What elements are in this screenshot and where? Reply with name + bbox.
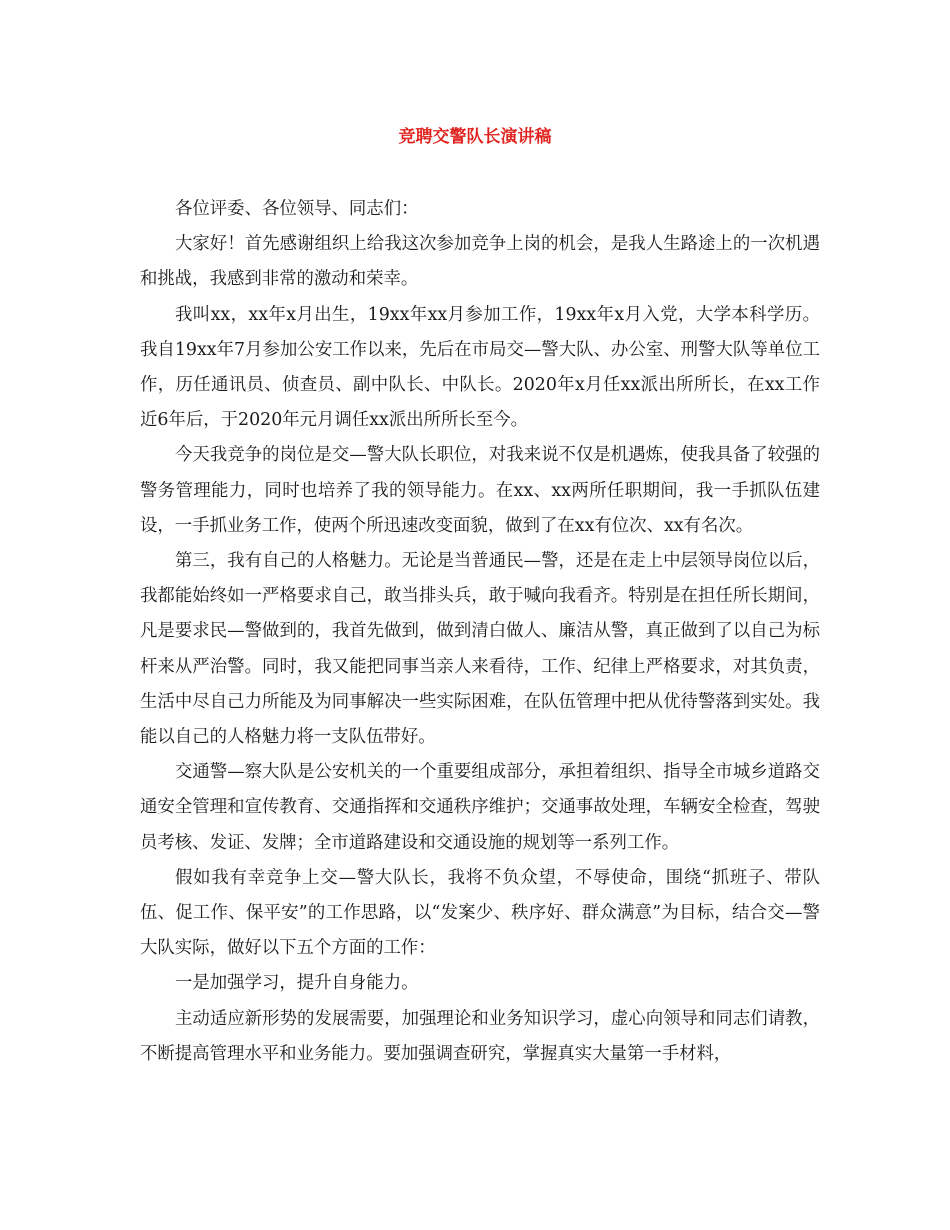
paragraph-traffic-brigade: 交通警—察大队是公安机关的一个重要组成部分，承担着组织、指导全市城乡道路交通安全管理和宣传教育、交通指挥和交通秩序维护；交通事故处理，车辆安全检查，驾驶员考核、发证、发牌；全市道路建设和交通设施的规划等一系列工作。 <box>140 762 820 853</box>
paragraph-personal-charm: 第三，我有自己的人格魅力。无论是当普通民—警，还是在走上中层领导岗位以后，我都能始终如一严格要求自己，敢当排头兵，敢于喊向我看齐。特别是在担任所长期间，凡是要求民—警做到的，我首先做到，做到清白做人、廉洁从警，真正做到了以自己为标杆来从严治警。同时，我又能把同事当亲人来看待，工作、纪律上严格要求，对其负责，生活中尽自己力所能及为同事解决一些实际困难，在队伍管理中把从优待警落到实处。我能以自己的人格魅力将一支队伍带好。 <box>140 551 820 748</box>
paragraph-greeting: 大家好！首先感谢组织上给我这次参加竞争上岗的机会，是我人生路途上的一次机遇和挑战，我感到非常的激动和荣幸。 <box>140 234 820 290</box>
paragraph-point-one: 一是加强学习，提升自身能力。 <box>175 973 419 994</box>
paragraph-position: 今天我竞争的岗位是交—警大队长职位，对我来说不仅是机遇炼，使我具备了较强的警务管理能力，同时也培养了我的领导能力。在xx、xx两所任职期间，我一手抓队伍建设，一手抓业务工作，使两个所迅速改变面貌，做到了在xx有位次、xx有名次。 <box>140 445 820 536</box>
paragraph-self-introduction: 我叫xx，xx年x月出生，19xx年xx月参加工作，19xx年x月入党，大学本科学历。我自19xx年7月参加公安工作以来，先后在市局交—警大队、办公室、刑警大队等单位工作，历任通讯员、侦查员、副中队长、中队长。2020年x月任xx派出所所长，在xx工作近6年后，于2020年元月调任xx派出所所长至今。 <box>140 304 820 431</box>
paragraph-salutation: 各位评委、各位领导、同志们： <box>175 199 419 219</box>
document-title: 竞聘交警队长演讲稿 <box>398 127 552 147</box>
paragraph-if-elected: 假如我有幸竞争上交—警大队长，我将不负众望，不辱使命，围绕“抓班子、带队伍、促工作、保平安”的工作思路，以“发案少、秩序好、群众满意”为目标，结合交—警大队实际，做好以下五个方面的工作： <box>140 867 820 959</box>
paragraph-study: 主动适应新形势的发展需要，加强理论和业务知识学习，虚心向领导和同志们请教，不断提高管理水平和业务能力。要加强调查研究，掌握真实大量第一手材料， <box>140 1008 820 1064</box>
document-body <box>140 192 820 1072</box>
